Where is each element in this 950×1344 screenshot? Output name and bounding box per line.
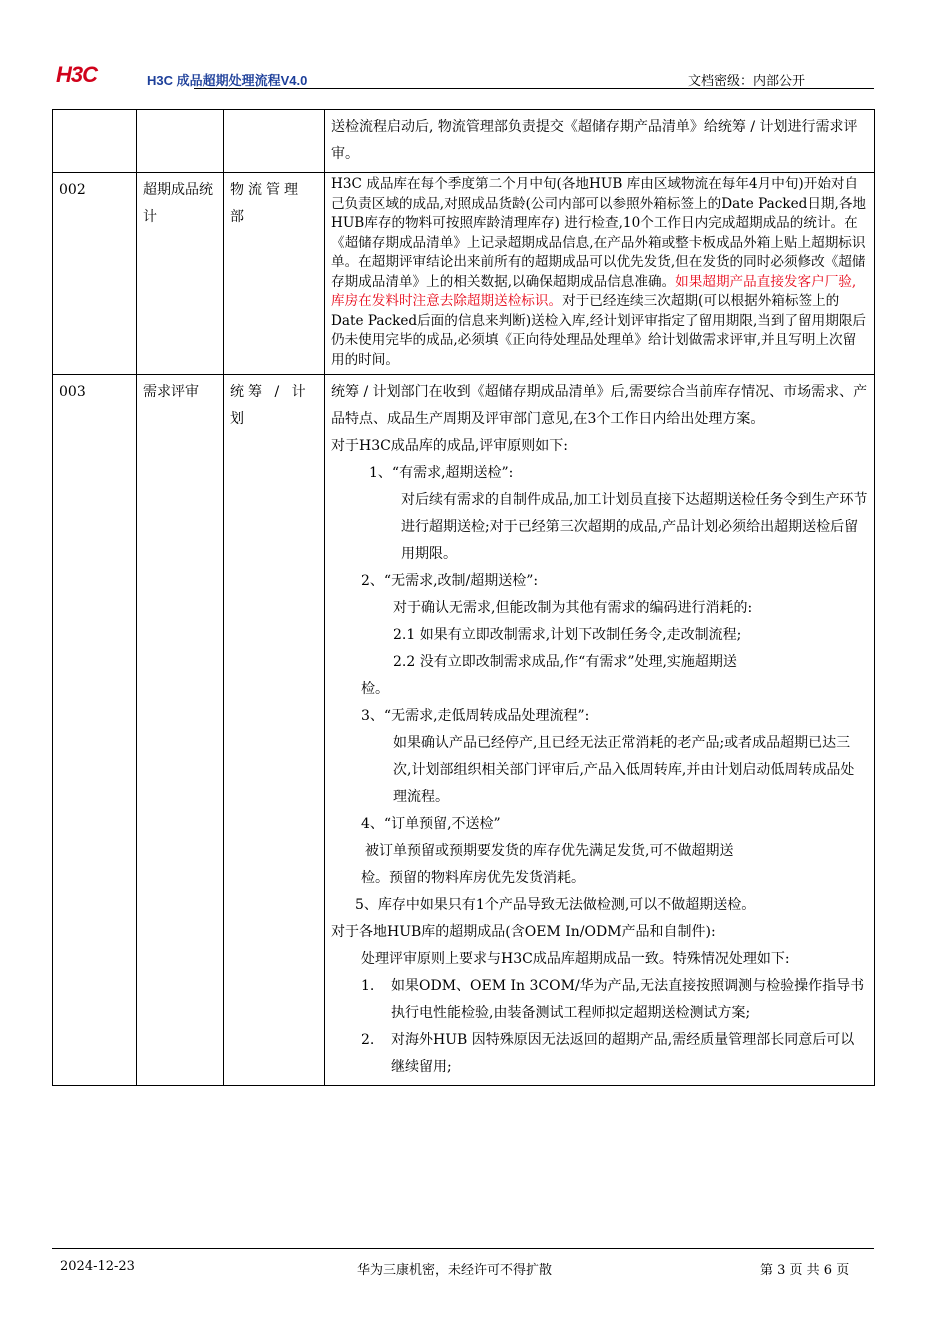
- list-item: 2. 对海外HUB 因特殊原因无法返回的超期产品,需经质量管理部长同意后可以继续留用;: [361, 1032, 855, 1075]
- step-name: 需求评审: [137, 375, 224, 1086]
- step-id: 003: [53, 375, 137, 1086]
- footer-date: 2024-12-23: [60, 1259, 135, 1274]
- step-description: 送检流程启动后, 物流管理部负责提交《超储存期产品清单》给统筹 / 计划进行需求评审。: [325, 110, 875, 173]
- step-description: H3C 成品库在每个季度第二个月中旬(各地HUB 库由区域物流在每年4月中旬)开始对自己负责区域的成品,对照成品货龄(公司内部可以参照外箱标签上的Date Packed日期,各地HUB库存的物料可按照库龄清理库存) 进行检查,10个工作日内完成超期成品的统计。在《超储存期成品清单》上记录超期成品信息,在产品外箱或整卡板成品外箱上贴上超期标识单。在超期评审结论出来前所有的超期成品可以优先发货,但在发货的同时必须修改《超储存期成品清单》上的相关数据,以确保超期成品信息准确。如果超期产品直接发客户厂验,库房在发料时注意去除超期送检标识。对于已经连续三次超期(可以根据外箱标签上的Date Packed后面的信息来判断)送检入库,经计划评审指定了留用期限,当到了留用期限后仍未使用完毕的成品,必须填《正向待处理品处理单》给计划做需求评审,并且写明上次留用的时间。: [325, 173, 875, 375]
- document-title: H3C 成品超期处理流程V4.0: [147, 73, 308, 88]
- step-id: 002: [53, 173, 137, 375]
- h3c-logo: H3C: [56, 62, 98, 87]
- table-row: [53, 375, 875, 1086]
- footer-page-number: 第 3 页 共 6 页: [760, 1263, 850, 1278]
- red-note: 如果超期产品直接发客户厂验,库房在发料时注意去除超期送检标识。: [331, 273, 857, 309]
- header-rule: [194, 88, 874, 89]
- page-header: [52, 58, 874, 92]
- step-owner: 物流管理部: [224, 173, 325, 375]
- table-row: [53, 110, 875, 173]
- step-owner: 统筹 / 计划: [224, 375, 325, 1086]
- page-footer: [52, 1248, 874, 1278]
- step-description: 统筹 / 计划部门在收到《超储存期成品清单》后,需要综合当前库存情况、市场需求、产品特点、成品生产周期及评审部门意见,在3个工作日内给出处理方案。 对于H3C成品库的成品,评审原则如下: 1、“有需求,超期送检”: 对后续有需求的自制件成品,加工计划员直接下达超期送检任务令到生产环节进行超期送检;对于已经第三次超期的成品,产品计划必须给出超期送检后留用期限。 2、“无需求,改制/超期送检”: 对于确认无需求,但能改制为其他有需求的编码进行消耗的: 2.1 如果有立即改制需求,计划下改制任务令,走改制流程; 2.2 没有立即改制需求成品,作“有需求”处理,实施超期送 检。 3、“无需求,走低周转成品处理流程”: 如果确认产品已经停产,且已经无法正常消耗的老产品;或者成品超期已达三次,计划部组织相关部门评审后,产品入低周转库,并由计划启动低周转成品处理流程。 4、“订单预留,不送检” 被订单预留或预期要发货的库存优先满足发货,可不做超期送 检。预留的物料库房优先发货消耗。 5、库存中如果只有1个产品导致无法做检测,可以不做超期送检。 对于各地HUB库的超期成品(含OEM In/ODM产品和自制件): 处理评审原则上要求与H3C成品库超期成品一致。特殊情况处理如下: 1. 如果ODM、OEM In 3COM/华为产品,无法直接按照调测与检验操作指导书执行电性能检验,由装备测试工程师拟定超期送检测试方案; 2. 对海外HUB 因特殊原因无法返回的超期产品,需经质量管理部长同意后可以继续留用;: [325, 375, 875, 1086]
- step-name: 超期成品统计: [137, 173, 224, 375]
- footer-confidential: 华为三康机密，未经许可不得扩散: [357, 1263, 553, 1278]
- process-table: [52, 109, 875, 1086]
- security-level: 文档密级：内部公开: [688, 74, 806, 89]
- list-item: 1. 如果ODM、OEM In 3COM/华为产品,无法直接按照调测与检验操作指导书执行电性能检验,由装备测试工程师拟定超期送检测试方案;: [361, 978, 865, 1021]
- table-row: [53, 173, 875, 375]
